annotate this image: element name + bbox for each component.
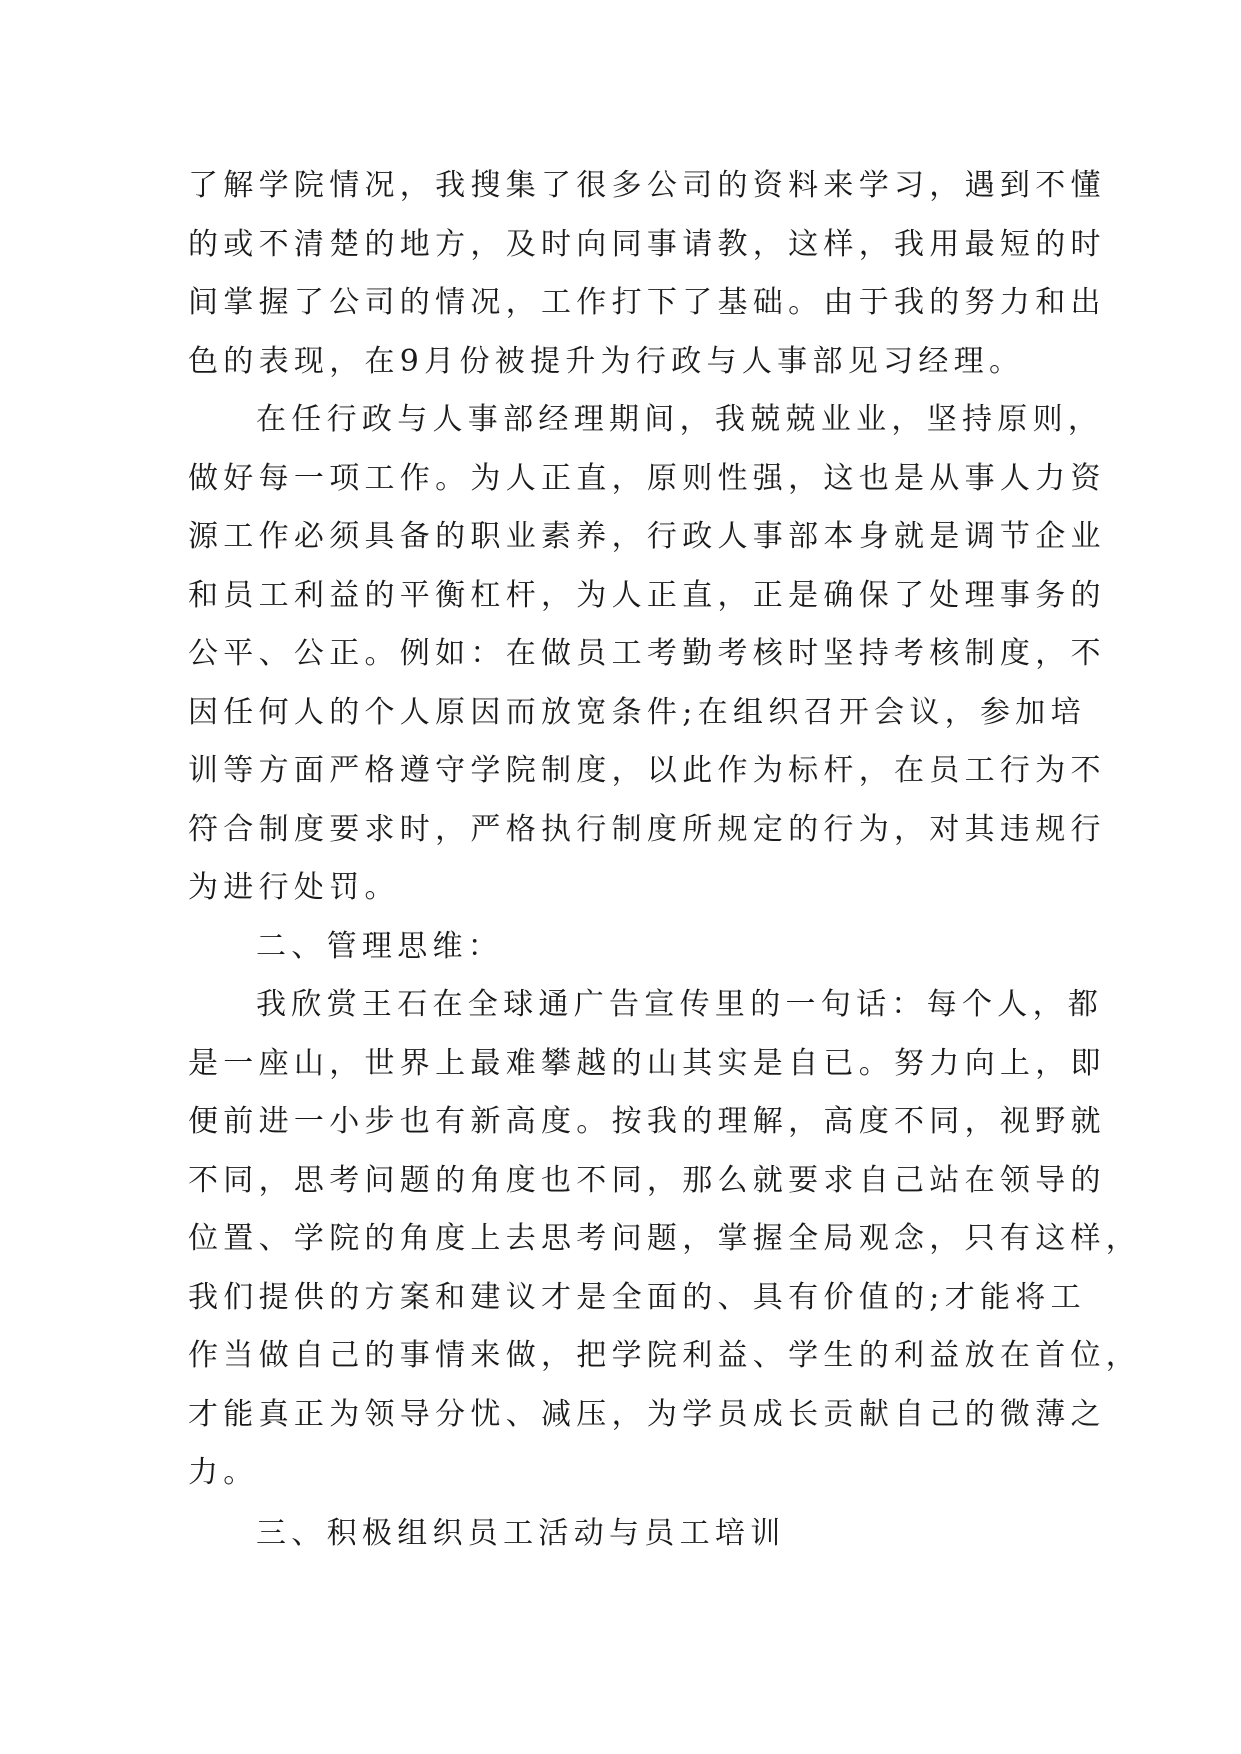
text-line: 的或不清楚的地方，及时向同事请教，这样，我用最短的时 [188, 226, 1106, 262]
text-line: 源工作必须具备的职业素养，行政人事部本身就是调节企业 [188, 519, 1106, 554]
text-line: 和员工利益的平衡杠杆，为人正直，正是确保了处理事务的 [188, 577, 1106, 613]
section-heading-management-thinking [188, 918, 1068, 977]
text-line: 因任何人的个人原因而放宽条件;在组织召开会议，参加培 [188, 694, 1086, 730]
text-line: 是一座山，世界上最难攀越的山其实是自已。努力向上，即 [188, 1045, 1106, 1081]
text-line: 我们提供的方案和建议才是全面的、具有价值的;才能将工 [188, 1279, 1086, 1315]
text-line: 力。 [188, 1455, 259, 1490]
text-line: 不同，思考问题的角度也不同，那么就要求自己站在领导的 [188, 1162, 1106, 1198]
text-line: 符合制度要求时，严格执行制度所规定的行为，对其违规行 [188, 811, 1106, 847]
paragraph-management-thinking [188, 976, 1142, 1503]
text-line: 间掌握了公司的情况，工作打下了基础。由于我的努力和出 [188, 285, 1106, 320]
text-line: 为进行处罚。 [188, 870, 400, 905]
text-line: 便前进一小步也有新高度。按我的理解，高度不同，视野就 [188, 1104, 1106, 1139]
section-heading-staff-activities [188, 1503, 1068, 1565]
section-heading: 三、积极组织员工活动与员工培训 [256, 1515, 786, 1551]
text-line: 训等方面严格遵守学院制度，以此作为标杆，在员工行为不 [188, 753, 1106, 788]
text-line: 才能真正为领导分忧、减压，为学员成长贡献自己的微薄之 [188, 1396, 1106, 1432]
text-line: 色的表现，在9月份被提升为行政与人事部见习经理。 [188, 343, 1025, 379]
text-line: 在任行政与人事部经理期间，我兢兢业业，坚持原则， [256, 402, 1104, 437]
paragraph-manager-period [188, 391, 1106, 918]
text-line: 我欣赏王石在全球通广告宣传里的一句话：每个人，都 [256, 987, 1104, 1022]
text-line: 做好每一项工作。为人正直，原则性强，这也是从事人力资 [188, 460, 1106, 496]
text-line: 位置、学院的角度上去思考问题，掌握全局观念，只有这样， [188, 1221, 1142, 1256]
document-body [188, 157, 1142, 1565]
text-line: 了解学院情况，我搜集了很多公司的资料来学习，遇到不懂 [188, 168, 1106, 203]
paragraph-intro-continuation [188, 157, 1106, 391]
text-line: 作当做自己的事情来做，把学院利益、学生的利益放在首位， [188, 1338, 1142, 1373]
section-heading: 二、管理思维： [256, 928, 504, 964]
text-line: 公平、公正。例如：在做员工考勤考核时坚持考核制度，不 [188, 636, 1106, 671]
